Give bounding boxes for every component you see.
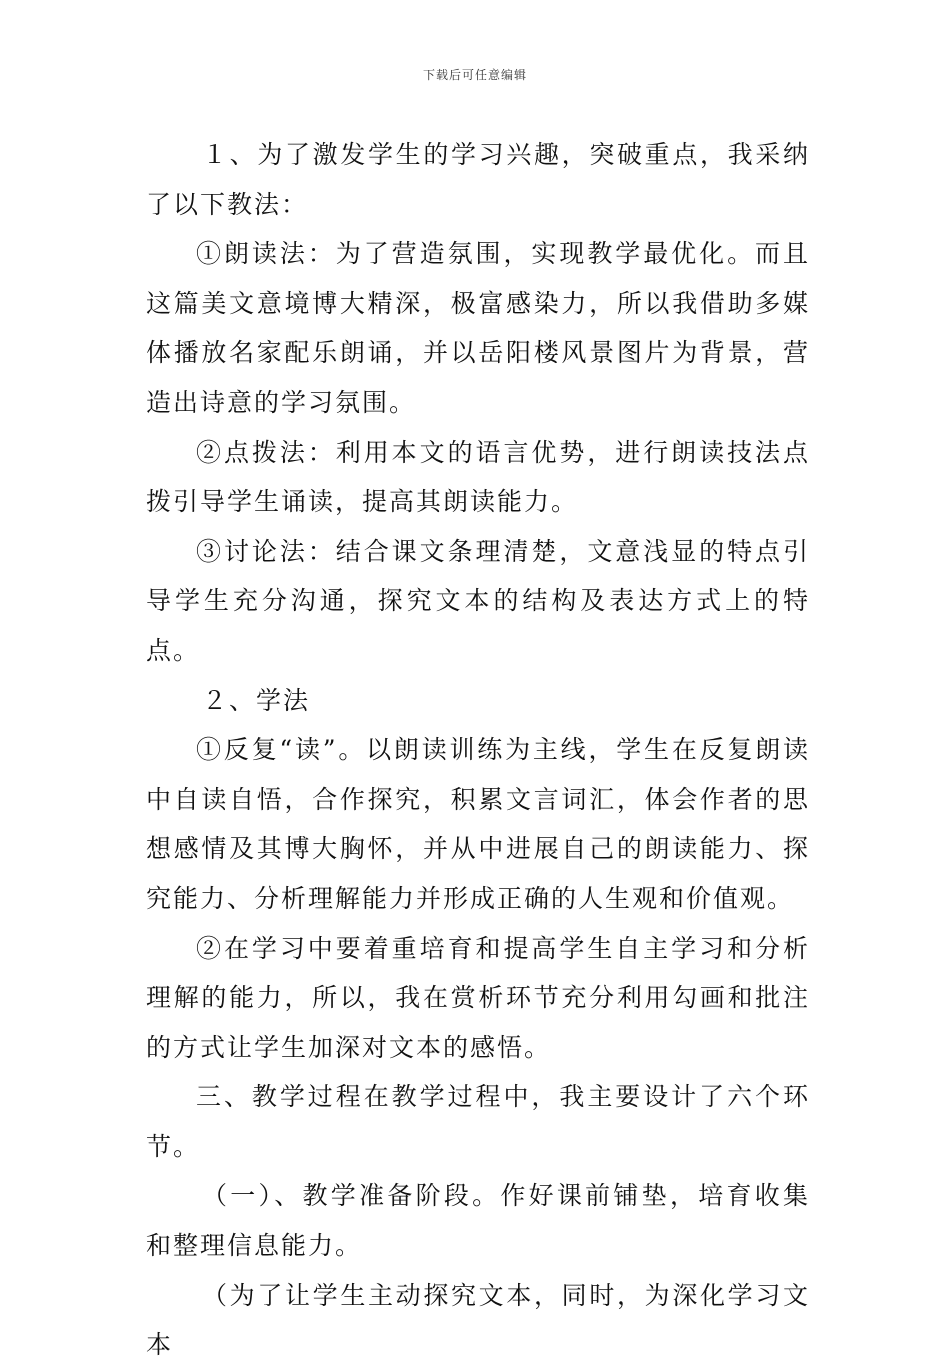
paragraph-discussion-method: ③讨论法：结合课文条理清楚，文意浅显的特点引导学生充分沟通，探究文本的结构及表达方式上的特点。: [146, 536, 810, 665]
paragraph-continuation: （为了让学生主动探究文本，同时，为深化学习文本: [146, 1280, 810, 1360]
paragraph-self-learning: ②在学习中要着重培育和提高学生自主学习和分析理解的能力，所以，我在赏析环节充分利用勾画和批注的方式让学生加深对文本的感悟。: [146, 933, 810, 1062]
paragraph-learning-method-heading: ２、学法: [202, 685, 311, 715]
paragraph-preparation-stage: （一）、教学准备阶段。作好课前铺垫，培育收集和整理信息能力。: [146, 1181, 810, 1261]
paragraph-guidance-method: ②点拨法：利用本文的语言优势，进行朗读技法点拨引导学生诵读，提高其朗读能力。: [146, 437, 810, 517]
paragraph-reading-method: ①朗读法：为了营造氛围，实现教学最优化。而且这篇美文意境博大精深，极富感染力，所以我借助多媒体播放名家配乐朗诵，并以岳阳楼风景图片为背景，营造出诗意的学习氛围。: [146, 239, 810, 417]
paragraph-teaching-method: １、为了激发学生的学习兴趣，突破重点，我采纳了以下教法：: [146, 140, 810, 219]
header-note: 下载后可任意编辑: [422, 68, 527, 82]
document-body: [146, 130, 810, 1370]
paragraph-teaching-process: 三、教学过程在教学过程中，我主要设计了六个环节。: [146, 1082, 810, 1161]
paragraph-repeated-reading: ①反复“读”。以朗读训练为主线，学生在反复朗读中自读自悟，合作探究，积累文言词汇，体会作者的思想感情及其博大胸怀，并从中进展自己的朗读能力、探究能力、分析理解能力并形成正确的人生观和价值观。: [146, 735, 810, 913]
